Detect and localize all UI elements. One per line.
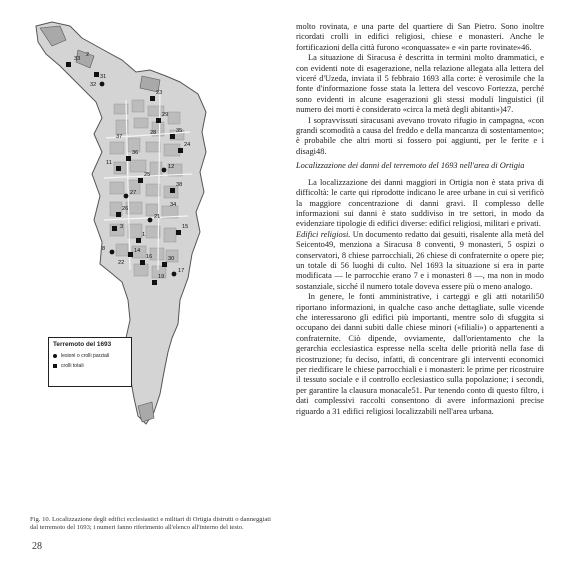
marker-total-collapse [170, 134, 175, 139]
legend-label: lesioni o crolli parziali [61, 353, 110, 359]
marker-partial-damage [100, 82, 105, 87]
paragraph [296, 230, 544, 292]
marker-partial-damage [124, 194, 129, 199]
map-label: 37 [116, 134, 123, 140]
map-label: 12 [168, 164, 175, 170]
paragraph: In genere, le fonti amministrative, i carteggi e gli atti notarili50 riportano informazioni, in qualche caso anche dettagliate, sulle vicende che interessarono gli edifici più importanti, mentre solo di sfuggita si occupano dei danni subiti dalle chiese minori («filiali») o appartenenti a confraternite. Ciò dipende, ovviamente, dall'orientamento che la gerarchia ecclesiastica espresse nella scelta delle priorità nella fase di ricostruzione; fu deciso, infatti, di concentrare gli interventi economici per riedificare le chiese parrocchiali e i monasteri: le prime per ricostruire il tessuto sociale e il controllo ecclesiastico sulla popolazione; i secondi, per garantire la clausura monacale51. Pur tenendo conto di questo filtro, i dati complessivi raccolti consentono di avere informazioni precise riguardo a 31 edifici religiosi localizzabili nell'area urbana. [296, 292, 544, 416]
map-label: 36 [132, 150, 139, 156]
circle-marker-icon [53, 354, 57, 358]
paragraph: La situazione di Siracusa è descritta in termini molto drammatici, e con evidenti note di esagerazione, nella relazione allegata alla lettera del viceré d'Uzeda, inviata il 5 febbraio 1693 alla corte: è verosimile che la fonte d'informazione fosse stata la lettera del vescovo Fortezza, perché sono evidenti in alcune esagerazioni gli stessi moduli linguistici (il numero dei morti è considerato «circa la metà degli abitanti»)47. [296, 53, 544, 115]
marker-total-collapse [112, 226, 117, 231]
legend-title: Terremoto del 1693 [53, 341, 112, 348]
map-label: 11 [106, 160, 112, 166]
map-label: 32 [90, 82, 97, 88]
legend-label: crolli totali [61, 363, 84, 369]
marker-total-collapse [150, 96, 155, 101]
marker-total-collapse [126, 156, 131, 161]
marker-total-collapse [94, 72, 99, 77]
paragraph: molto rovinata, e una parte del quartiere di San Pietro. Sono inoltre ricordati crolli in edifici religiosi, chiese e monasteri. Anche le fortificazioni della città furono «conquassate» e «in parte rovinate»46. [296, 22, 544, 52]
map-label: 31 [100, 74, 107, 80]
map-label: 3 [120, 224, 124, 230]
marker-partial-damage [110, 250, 115, 255]
map-label: 24 [184, 142, 191, 148]
paragraph: I sopravvissuti siracusani avevano trovato rifugio in campagna, «con grandi scomodità a causa del freddo e della mancanza di sostentamento»; è probabile che altri morti si fossero poi aggiunti, per le ferite e i disagi48. [296, 115, 544, 156]
section-heading: Localizzazione dei danni del terremoto del 1693 nell'area di Ortigia [296, 161, 525, 171]
square-marker-icon [53, 364, 57, 368]
marker-partial-damage [148, 218, 153, 223]
map-legend [48, 337, 132, 387]
map-label: 34 [170, 202, 177, 208]
figure-caption: Fig. 10. Localizzazione degli edifici ecclesiastici e militari di Ortigia distrutti o danneggiati dal terremoto del 1693; i numeri fanno riferimento all'elenco all'interno del testo. [30, 516, 271, 532]
map-label: 15 [182, 224, 189, 230]
map-label: 22 [118, 260, 125, 266]
marker-total-collapse [152, 280, 157, 285]
paragraph-body: Un documento redatto dai gesuiti, risalente alla metà del Seicento49, menziona a Siracusa 8 conventi, 9 monasteri, 5 ospizi o conservatori, 8 chiese parrocchiali, 26 chiese di confraternite o opere pie; un totale di 56 luoghi di culto. Nel 1693 la situazione si era in parte modificata — le parrocchie erano 7 e i monasteri 8 —, ma non in modo sostanziale, sicché il numero totale doveva essere più o meno analogo. [296, 229, 545, 291]
marker-total-collapse [178, 148, 183, 153]
map-label: 38 [176, 182, 183, 188]
map-label: 30 [168, 256, 175, 262]
marker-total-collapse [138, 178, 143, 183]
marker-total-collapse [156, 118, 161, 123]
marker-total-collapse [140, 260, 145, 265]
legend-item-partial [53, 353, 127, 359]
legend-item-total [53, 363, 127, 369]
map-label: 19 [158, 274, 165, 280]
marker-total-collapse [136, 238, 141, 243]
map-label: 29 [162, 112, 169, 118]
marker-partial-damage [162, 168, 167, 173]
marker-partial-damage [172, 272, 177, 277]
map-label: 28 [150, 130, 157, 136]
paragraph: La localizzazione dei danni maggiori in Ortigia non è stata priva di difficoltà: le carte qui riprodotte indicano le aree urbane in cui si verificò la maggiore concentrazione di danni gravi. Il complesso delle informazioni sui danni è stato suddiviso in tre settori, in modo da evidenziare tipologie di edifici diverse: edifici religiosi, militari e privati. [296, 177, 544, 229]
marker-total-collapse [116, 212, 121, 217]
map-label: 1 [142, 232, 146, 238]
marker-total-collapse [170, 188, 175, 193]
map-label: 2 [86, 52, 90, 58]
run-in-heading: Edifici religiosi. [296, 229, 351, 239]
page-number: 28 [32, 541, 42, 552]
marker-total-collapse [176, 230, 181, 235]
map-label: 25 [144, 172, 151, 178]
marker-total-collapse [162, 262, 167, 267]
map-label: 33 [74, 56, 81, 62]
map-label: 27 [130, 190, 137, 196]
marker-total-collapse [116, 166, 121, 171]
map-label: 21 [154, 214, 161, 220]
map-label: 14 [134, 248, 141, 254]
marker-total-collapse [66, 62, 71, 67]
marker-total-collapse [128, 252, 133, 257]
body-text-column [296, 22, 544, 417]
map-label: 23 [156, 90, 163, 96]
map-label: 35 [176, 128, 183, 134]
map-label: 8 [102, 246, 106, 252]
map-label: 26 [122, 206, 129, 212]
map-label: 16 [146, 254, 153, 260]
map-label: 17 [178, 268, 185, 274]
